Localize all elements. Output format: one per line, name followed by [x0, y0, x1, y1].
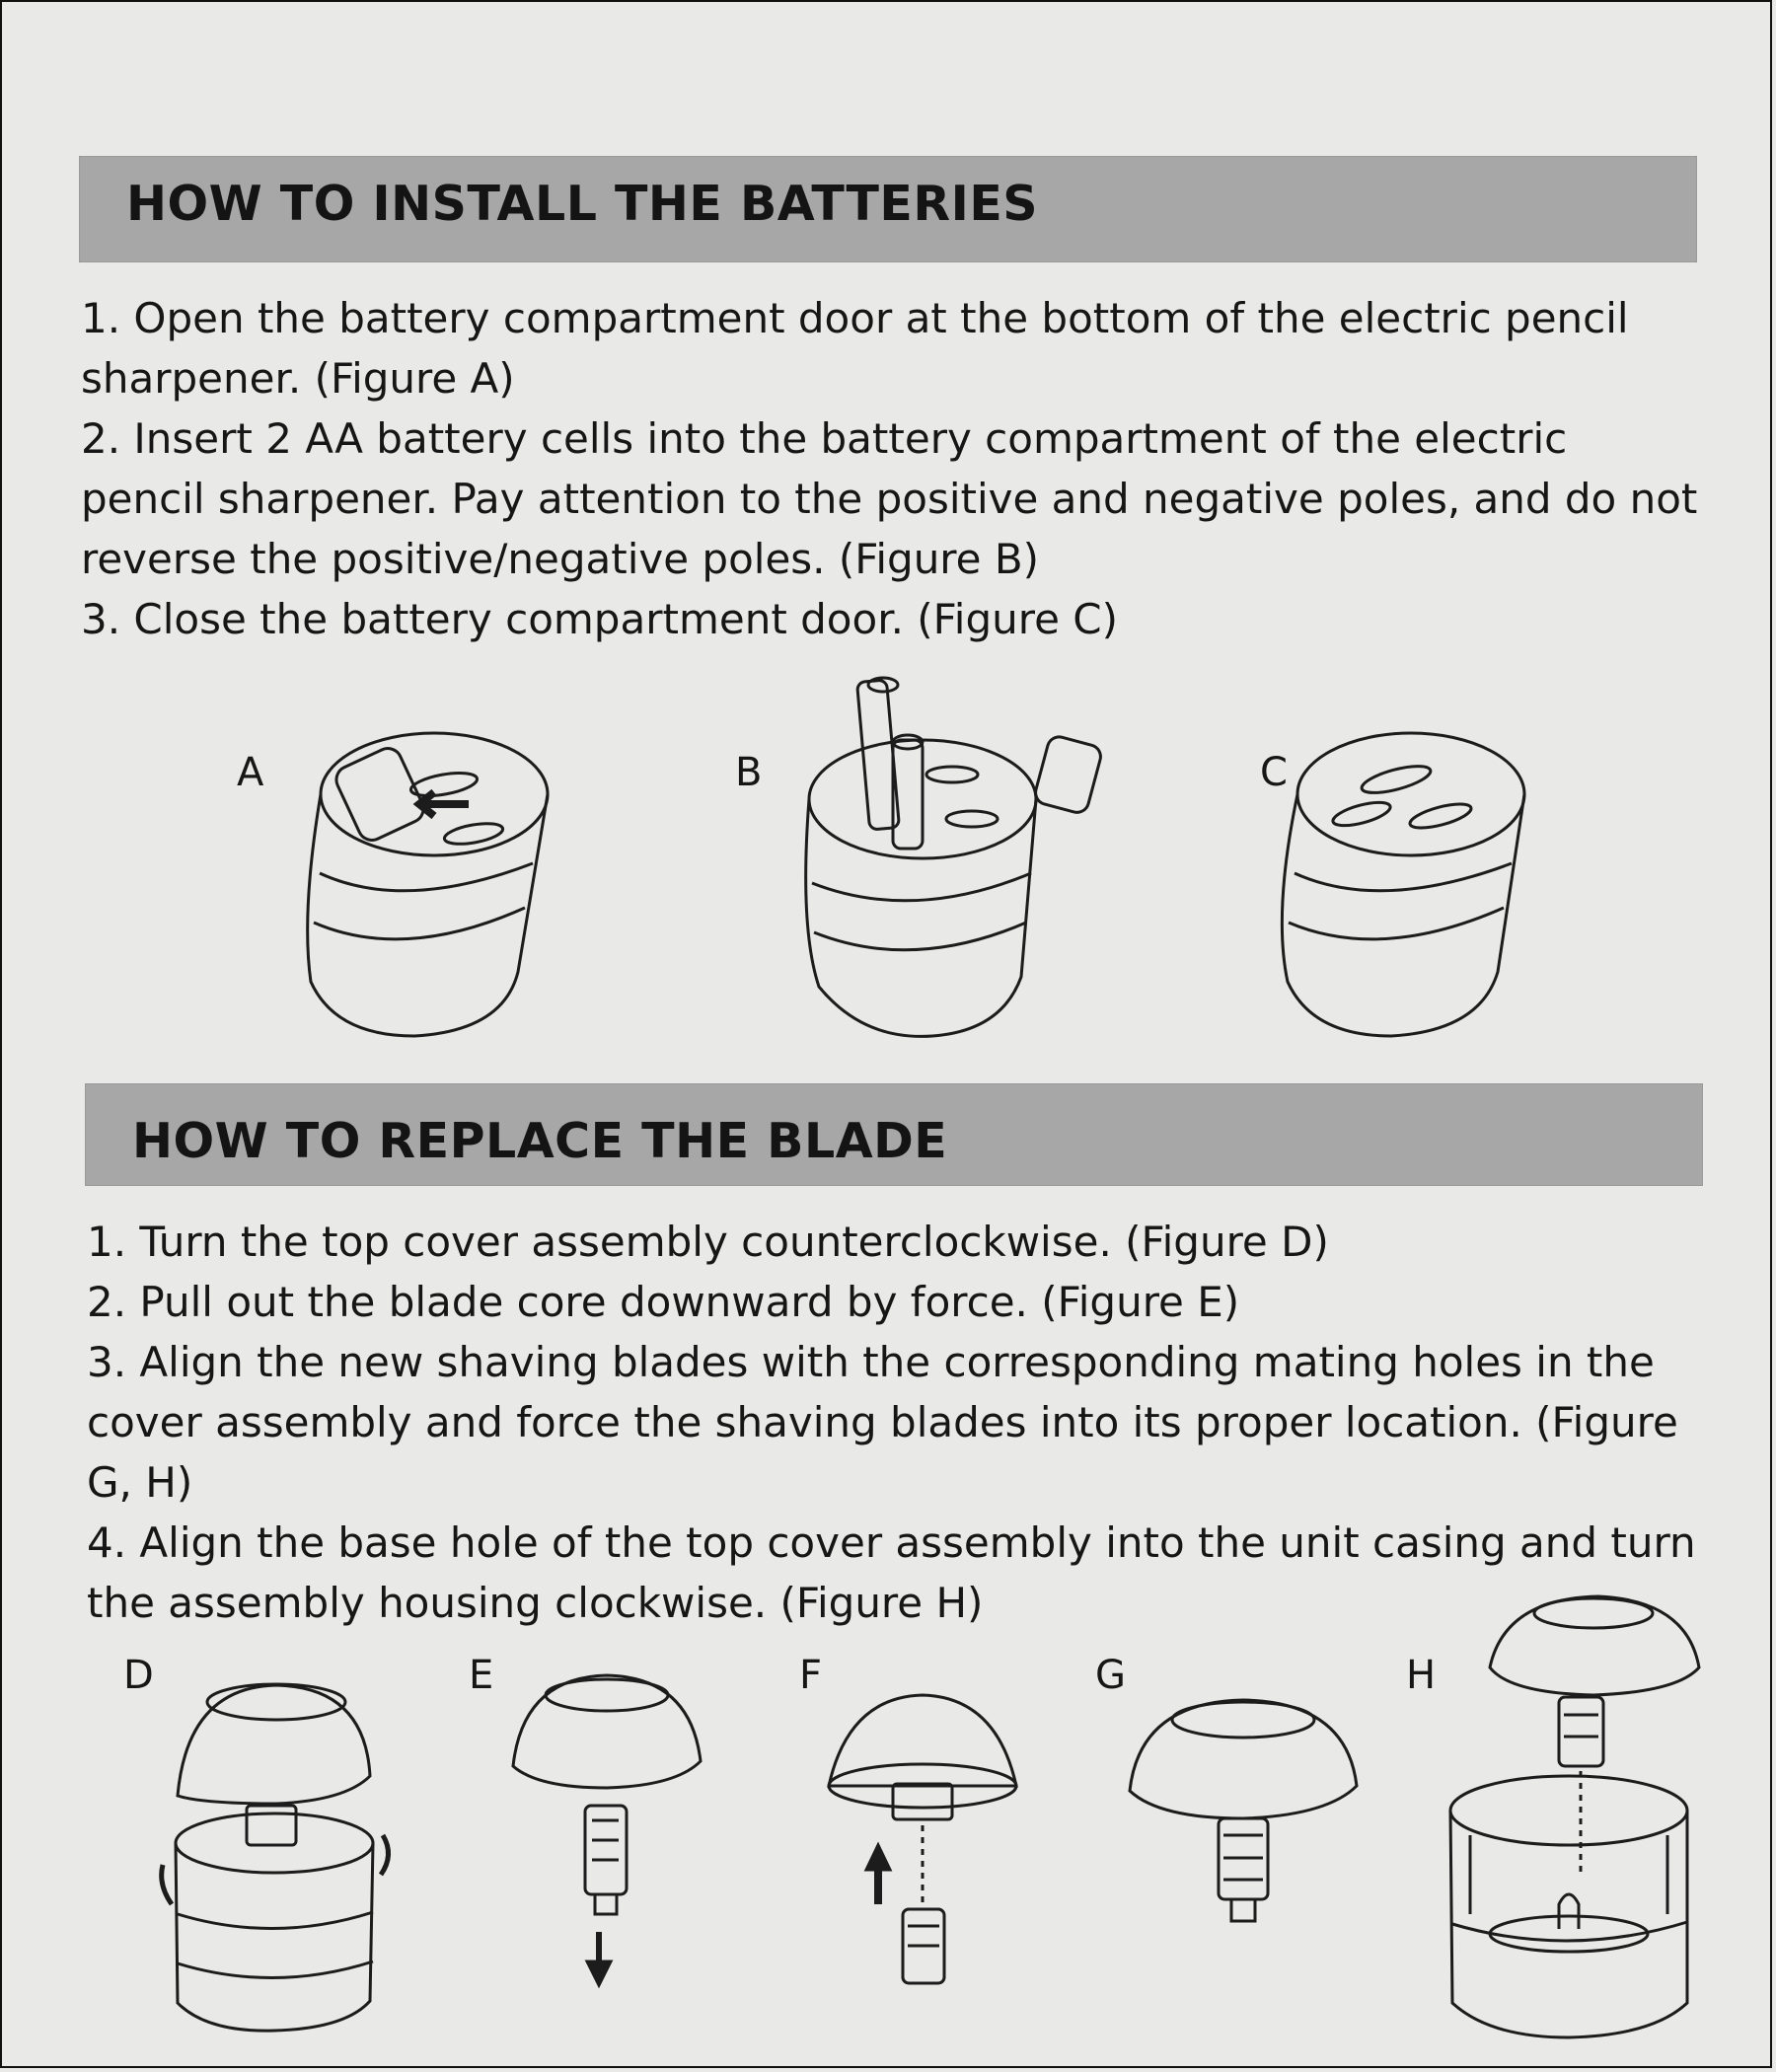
battery-section-title: HOW TO INSTALL THE BATTERIES: [126, 176, 1039, 232]
figure-label-b: B: [735, 750, 763, 795]
battery-steps-list: [81, 288, 1699, 649]
battery-section-header: [79, 156, 1697, 262]
figure-label-c: C: [1260, 750, 1288, 795]
blade-step-4: 4. Align the base hole of the top cover assembly into the unit casing and turn the assembly housing clockwise. (Figure H): [87, 1518, 1696, 1627]
battery-step-2: 2. Insert 2 AA battery cells into the battery compartment of the electric pencil sharpener. Pay attention to the positive and negative poles, and do not reverse the positive/negative poles. (Figure B): [81, 414, 1698, 583]
battery-step-1: 1. Open the battery compartment door at the bottom of the electric pencil sharpener. (Figure A): [81, 294, 1629, 403]
figure-e-pull-blade-core: [508, 1667, 705, 1993]
figure-h-reassemble: [1441, 1589, 1707, 2042]
figure-b-sharpener-batteries: [804, 671, 1130, 1046]
blade-section-title: HOW TO REPLACE THE BLADE: [132, 1113, 948, 1169]
figure-f-insert-blade-core: [824, 1667, 1021, 1993]
blade-step-2: 2. Pull out the blade core downward by force. (Figure E): [87, 1278, 1240, 1326]
blade-section-header: [85, 1083, 1703, 1186]
blade-step-3: 3. Align the new shaving blades with the corresponding mating holes in the cover assembly and force the shaving blades into its proper location. (Figure G, H): [87, 1338, 1678, 1507]
figure-label-g: G: [1095, 1653, 1126, 1698]
battery-step-3: 3. Close the battery compartment door. (Figure C): [81, 595, 1118, 643]
figure-label-h: H: [1406, 1653, 1437, 1698]
blade-step-1: 1. Turn the top cover assembly counterclockwise. (Figure D): [87, 1218, 1329, 1266]
figure-label-d: D: [123, 1653, 154, 1698]
figure-label-e: E: [469, 1653, 494, 1698]
figure-c-sharpener-closed: [1283, 725, 1539, 1041]
figure-d-turn-cover: [148, 1667, 405, 2042]
figure-label-f: F: [799, 1653, 823, 1698]
figure-a-sharpener-open-door: [306, 725, 562, 1041]
figure-g-blade-in-cover: [1125, 1682, 1362, 1929]
blade-steps-list: [87, 1212, 1705, 1633]
figure-label-a: A: [237, 750, 264, 795]
